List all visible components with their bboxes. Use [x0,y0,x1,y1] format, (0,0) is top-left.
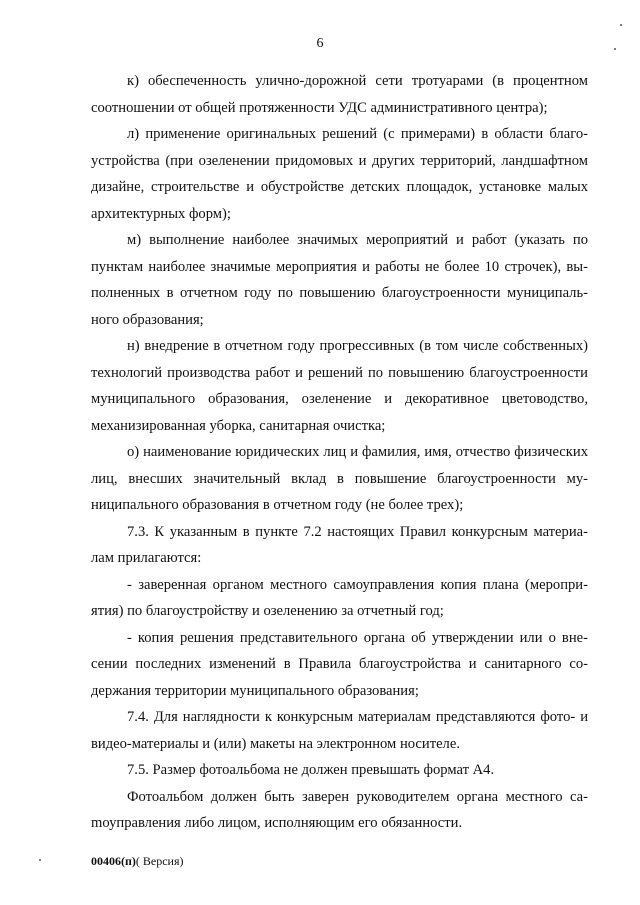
paragraph-decision-copy: - копия решения представительного органа об утверждении или о внесении последних изменений в Правила благоустройства и санитарного содержания территории муниципального образования; [91,629,588,699]
paragraph-n: н) внедрение в отчетном году прогрессивных (в том числе собственных) технологий производства работ и решений по повышению благоустроенности муниципального образования, озеленение и декоративное цветоводство, механизированная уборка, санитарная очистка; [91,338,588,434]
paragraph-o: о) наименование юридических лиц и фамилия, имя, отчество физических лиц, внесших значительный вклад в повышение благоустроенности муниципального образования в отчетном году (не более трех); [91,444,588,513]
paragraph-l: л) применение оригинальных решений (с примерами) в области благоустройства (при озеленении придомовых и других территорий, ландшафтном дизайне, строительстве и обустройстве детских площадок, установке малых архитектурных форм); [91,126,588,222]
footer-version-label: ( Версия) [135,854,184,868]
paragraph-7-5: 7.5. Размер фотоальбома не должен превышать формат А4. [127,762,495,778]
paragraph-k: к) обеспеченность улично-дорожной сети тротуарами (в процентном соотношении от общей протяженности УДС административного центра); [91,73,588,116]
footer [91,854,184,869]
page-number: 6 [316,36,324,51]
paragraph-m: м) выполнение наиболее значимых мероприятий и работ (указать по пунктам наиболее значимые мероприятия и работы не более 10 строчек), выполненных в отчетном году по повышению благоустроенности муниципального образования; [91,232,588,328]
footer-document-code: 00406(п) [91,854,136,868]
paragraph-7-3: 7.3. К указанным в пункте 7.2 настоящих Правил конкурсным материалам прилагаются: [91,523,588,566]
paragraph-7-4: 7.4. Для наглядности к конкурсным материалам представляются фото- и видео-материалы и (или) макеты на электронном носителе. [91,709,588,752]
scan-speck [620,24,622,26]
document-body [91,68,588,837]
scan-speck [614,48,616,50]
scan-speck [39,859,41,861]
paragraph-plan-copy: - заверенная органом местного самоуправления копия плана (мероприятия) по благоустройству и озеленению за отчетный год; [91,576,588,619]
paragraph-photo-album: Фотоальбом должен быть заверен руководителем органа местного саmоуправления либо лицом, исполняющим его обязанности. [91,788,588,831]
